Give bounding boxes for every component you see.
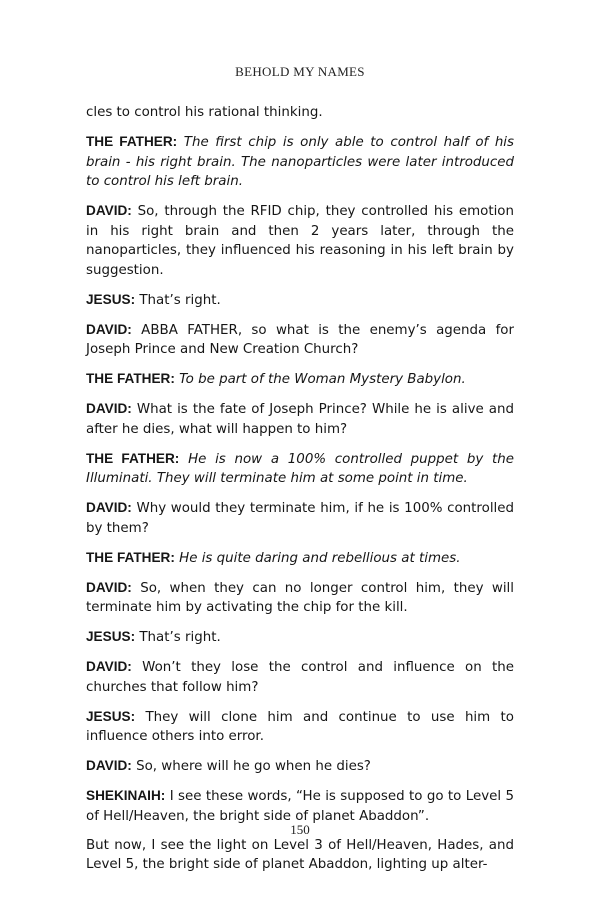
paragraph-text: They will clone him and continue to use him to influence others into error.	[86, 709, 514, 744]
dialogue-paragraph	[86, 756, 514, 777]
dialogue-paragraph	[86, 449, 514, 489]
speaker-label: DAVID:	[86, 401, 132, 416]
dialogue-paragraph	[86, 320, 514, 360]
speaker-label: DAVID:	[86, 203, 132, 218]
dialogue-paragraph	[86, 786, 514, 826]
dialogue-paragraph	[86, 132, 514, 192]
paragraph-text: That’s right.	[139, 292, 221, 308]
paragraph-text: So, when they can no longer control him, they will terminate him by activating the chip for the kill.	[86, 580, 514, 615]
speaker-label: DAVID:	[86, 758, 132, 773]
paragraph-text: That’s right.	[139, 630, 221, 645]
speaker-label: JESUS:	[86, 708, 136, 724]
speaker-label: DAVID:	[86, 579, 132, 595]
speaker-label: JESUS:	[86, 629, 136, 644]
paragraph-text: I see these words, “He is supposed to go to Level 5 of Hell/Heaven, the bright side of planet Abaddon”.	[86, 789, 514, 824]
paragraph-text: What is the fate of Joseph Prince? While he is alive and after he dies, what will happen to him?	[86, 402, 514, 437]
speaker-label: THE FATHER:	[86, 450, 180, 466]
speaker-label: THE FATHER:	[86, 371, 175, 386]
body-text	[86, 103, 514, 884]
paragraph-text: The first chip is only able to control half of his brain - his right brain. The nanoparticles were later introduced to control his left brain.	[86, 135, 515, 189]
dialogue-paragraph	[86, 498, 514, 538]
dialogue-paragraph	[86, 627, 514, 648]
dialogue-paragraph	[86, 103, 514, 123]
paragraph-text: To be part of the Woman Mystery Babylon.	[179, 372, 466, 387]
speaker-label: THE FATHER:	[86, 549, 175, 565]
paragraph-text: So, where will he go when he dies?	[136, 759, 371, 774]
paragraph-text: He is now a 100% controlled puppet by the Illuminati. They will terminate him at some point in time.	[86, 451, 514, 486]
dialogue-paragraph	[86, 399, 514, 439]
speaker-label: SHEKINAIH:	[86, 788, 166, 803]
running-head: BEHOLD MY NAMES	[235, 64, 365, 79]
dialogue-paragraph	[86, 657, 514, 697]
dialogue-paragraph	[86, 369, 514, 390]
paragraph-text: So, through the RFID chip, they controlled his emotion in his right brain and then 2 years later, through the nanoparticles, they influenced his reasoning in his left brain by suggestion.	[86, 204, 514, 278]
dialogue-paragraph	[86, 548, 514, 569]
speaker-label: THE FATHER:	[86, 134, 178, 149]
speaker-label: DAVID:	[86, 321, 132, 337]
dialogue-paragraph	[86, 578, 514, 618]
paragraph-text: cles to control his rational thinking.	[86, 105, 323, 120]
paragraph-text: He is quite daring and rebellious at times.	[179, 550, 461, 566]
speaker-label: DAVID:	[86, 500, 132, 515]
paragraph-text: Won’t they lose the control and influence on the churches that follow him?	[86, 660, 514, 695]
dialogue-paragraph	[86, 707, 514, 747]
speaker-label: JESUS:	[86, 291, 136, 307]
paragraph-text: ABBA FATHER, so what is the enemy’s agenda for Joseph Prince and New Creation Church?	[86, 322, 514, 357]
paragraph-text: Why would they terminate him, if he is 100% controlled by them?	[86, 501, 514, 536]
paragraph-text: But now, I see the light on Level 3 of Hell/Heaven, Hades, and Level 5, the bright side of planet Abaddon, lighting up alter-	[86, 837, 514, 872]
page-number: 150	[290, 822, 310, 837]
dialogue-paragraph	[86, 201, 514, 280]
dialogue-paragraph	[86, 836, 514, 875]
dialogue-paragraph	[86, 290, 514, 311]
speaker-label: DAVID:	[86, 659, 132, 674]
